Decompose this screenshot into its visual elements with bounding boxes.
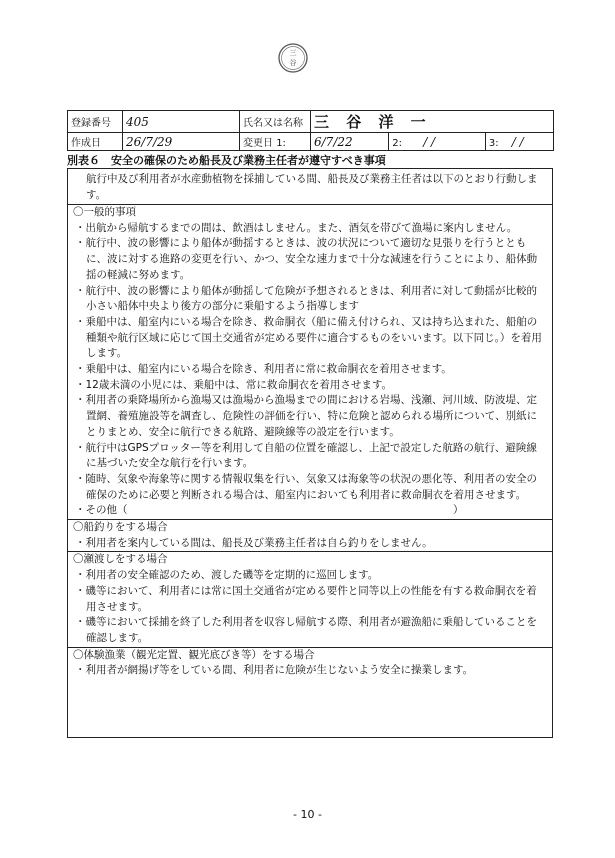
reg-label: 登録番号	[68, 111, 123, 133]
general-item: ・出航から帰航するまでの間は、飲酒はしません。また、酒気を帯びて漁場に案内しません。	[75, 221, 518, 234]
change2-cell	[389, 133, 486, 151]
name-seal-stamp	[275, 40, 311, 76]
general-item: ・利用者の乗降場所から漁場又は漁場から漁場までの間における岩場、浅瀬、河川域、防波堤、定置網、養殖施設等を調査し、危険性の評価を行い、特に危険と認められる場所について、別紙にとりまとめ、安全に航行できる航路、避険線等の設定を行います。	[75, 394, 538, 438]
general-item: ・乗船中は、船室内にいる場合を除き、救命胴衣（船に備え付けられ、又は持ち込まれた、船舶の種類や航行区域に応じて国土交通省が定める要件に適合するものをいいます。以下同じ。）を着用します。	[75, 315, 542, 360]
change1-label: 1:	[276, 138, 286, 149]
general-item: ・12歳未満の小児には、乗船中は、常に救命胴衣を着用させます。	[75, 378, 393, 391]
intro-text: 航行中及び利用者が水産動植物を採捕している間、船長及び業務主任者は以下のとおり行動します。	[68, 169, 552, 205]
created-value: 26/7/29	[123, 133, 240, 151]
change1-value: 6/7/22	[311, 133, 389, 151]
change2-label: 2:	[392, 137, 403, 149]
general-item: ・随時、気象や海象等に関する情報収集を行い、気象又は海象等の状況の悪化等、利用者の安全の確保のために必要と判断される場合は、船室内においても利用者に救命胴衣を着用させます。	[75, 472, 537, 501]
general-item: ・乗船中は、船室内にいる場合を除き、利用者に常に救命胴衣を着用させます。	[75, 363, 452, 376]
stamp-char-1: 三	[289, 49, 297, 57]
change3-label: 3:	[488, 137, 499, 149]
general-item-other: ・その他（ ）	[75, 504, 464, 517]
boat-fishing-heading: 〇船釣りをする場合	[68, 519, 552, 536]
ferrying-item: ・磯等において採捕を終了した利用者を収容し帰航する際、利用者が避漁船に乗船していることを確認します。	[75, 616, 537, 644]
general-item: ・航行中、波の影響により船体が動揺して危険が予想されるときは、利用者に対して動揺が比較的小さい船体中央より後方の部分に乗船するよう指導します	[75, 284, 537, 313]
ferrying-item: ・磯等において、利用者には常に国土交通省が定める要件と同等以上の性能を有する救命胴衣を着用させます。	[75, 584, 537, 613]
general-item: ・航行中、波の影響により船体が動揺するときは、波の状況について適切な見張りを行うとともに、波に対する進路の変更を行い、かつ、安全な速力まで十分な減速を行うことにより、船体動揺の軽減に努めます。	[75, 237, 538, 281]
ferrying-item: ・利用者の安全確認のため、渡した磯等を定期的に巡回します。	[75, 569, 379, 582]
change2-value: / /	[423, 134, 436, 149]
stamp-char-2: 谷	[289, 59, 297, 67]
experience-item: ・利用者が網揚げ等をしている間、利用者に危険が生じないよう安全に操業します。	[75, 664, 474, 677]
change3-value: / /	[511, 134, 524, 149]
change3-cell	[485, 133, 553, 151]
boat-fishing-item: ・利用者を案内している間は、船長及び業務主任者は自ら釣りをしません。	[75, 536, 433, 549]
general-heading: 〇一般的事項	[73, 206, 136, 218]
rules-box	[67, 168, 553, 738]
name-value: 三 谷 洋 一	[311, 111, 554, 133]
created-label: 作成日	[68, 133, 123, 151]
changed-label: 変更日	[243, 138, 273, 149]
name-label: 氏名又は名称	[240, 111, 311, 133]
document-title: 別表６ 安全の確保のため船長及び業務主任者が遵守すべき事項	[67, 154, 386, 167]
reg-value: 405	[123, 111, 240, 133]
page-number: - 10 -	[293, 808, 322, 821]
ferrying-heading: 〇瀬渡しをする場合	[68, 551, 552, 568]
experience-heading: 〇体験漁業（観光定置、観光底びき等）をする場合	[68, 647, 552, 664]
change-dates-cell	[240, 133, 311, 151]
registration-header-table	[67, 110, 554, 151]
general-item: ・航行中はGPSプロッター等を利用して自船の位置を確認し、上記で設定した航路の航行、避険線に基づいた安全な航行を行います。	[75, 441, 537, 470]
